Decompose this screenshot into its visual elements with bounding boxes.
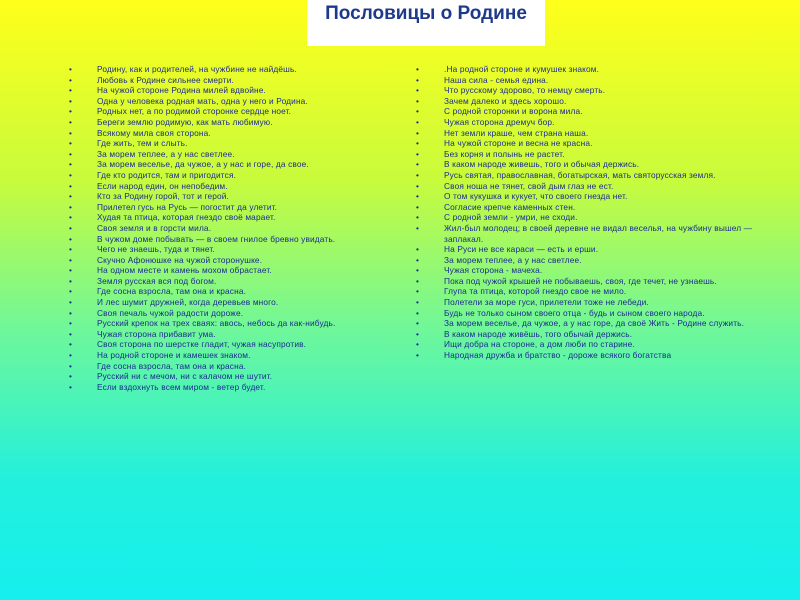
proverb-item: • Любовь к Родине сильнее смерти.	[97, 75, 415, 86]
proverb-item: • Где кто родится, там и пригодится.	[97, 170, 415, 181]
title-box	[307, 0, 545, 46]
proverb-item: • Без корня и полынь не растет.	[444, 149, 756, 160]
proverb-item: • Жил-был молодец; в своей деревне не видал веселья, на чужбину вышел — заплакал.	[444, 223, 756, 244]
proverb-item: • На чужой стороне Родина милей вдвойне.	[97, 85, 415, 96]
proverb-item: • В каком народе живешь, того и обычая держись.	[444, 159, 756, 170]
proverb-item: • Чужая сторона - мачеха.	[444, 265, 756, 276]
proverb-item: • Чужая сторона прибавит ума.	[97, 329, 415, 340]
proverb-item: • Где сосна взросла, там она и красна.	[97, 361, 415, 372]
proverb-item: • Своя земля и в горсти мила.	[97, 223, 415, 234]
proverb-item: • Худая та птица, которая гнездо своё марает.	[97, 212, 415, 223]
proverb-item: • Береги землю родимую, как мать любимую.	[97, 117, 415, 128]
proverb-item: • Если народ един, он непобедим.	[97, 181, 415, 192]
proverb-item: • Одна у человека родная мать, одна у него и Родина.	[97, 96, 415, 107]
proverb-item: • Полетели за море гуси, прилетели тоже не лебеди.	[444, 297, 756, 308]
proverbs-left-column	[97, 64, 415, 392]
proverb-item: • Зачем далеко и здесь хорошо.	[444, 96, 756, 107]
proverb-item: • Своя печаль чужой радости дороже.	[97, 308, 415, 319]
proverb-item: • Народная дружба и братство - дороже всякого богатства	[444, 350, 756, 361]
proverb-item: • В чужом доме побывать — в своем гнилое бревно увидать.	[97, 234, 415, 245]
proverb-item: • Русский крепок на трех сваях: авось, небось да как-нибудь.	[97, 318, 415, 329]
proverb-item: • Всякому мила своя сторона.	[97, 128, 415, 139]
proverb-item: • Земля русская вся под богом.	[97, 276, 415, 287]
proverb-item: • Своя ноша не тянет, свой дым глаз не ест.	[444, 181, 756, 192]
proverb-item: • Русский ни с мечом, ни с калачом не шутит.	[97, 371, 415, 382]
proverb-item: • Прилетел гусь на Русь — погостит да улетит.	[97, 202, 415, 213]
proverb-item: • На одном месте и камень мохом обрастает.	[97, 265, 415, 276]
proverb-item: • На Руси не все караси — есть и ерши.	[444, 244, 756, 255]
proverb-item: • Что русскому здорово, то немцу смерть.	[444, 85, 756, 96]
proverb-item: • Глупа та птица, которой гнездо свое не мило.	[444, 286, 756, 297]
page-title: Пословицы о Родине	[325, 3, 527, 24]
proverb-item: • Будь не только сыном своего отца - будь и сыном своего народа.	[444, 308, 756, 319]
proverb-item: • Родных нет, а по родимой сторонке сердце ноет.	[97, 106, 415, 117]
proverb-item: • За морем веселье, да чужое, а у нас горе, да своё Жить - Родине служить.	[444, 318, 756, 329]
proverbs-right-column	[444, 64, 756, 361]
proverb-item: • С родной земли - умри, не сходи.	[444, 212, 756, 223]
proverb-item: • Ищи добра на стороне, а дом люби по старине.	[444, 339, 756, 350]
proverb-item: • Кто за Родину горой, тот и герой.	[97, 191, 415, 202]
proverb-item: • О том кукушка и кукует, что своего гнезда нет.	[444, 191, 756, 202]
proverb-item: • И лес шумит дружней, когда деревьев много.	[97, 297, 415, 308]
proverb-item: • Где сосна взросла, там она и красна.	[97, 286, 415, 297]
proverb-item: • Русь святая, православная, богатырская, мать святорусская земля.	[444, 170, 756, 181]
proverb-item: • В каком народе живёшь, того обычай держись.	[444, 329, 756, 340]
proverb-item: • Нет земли краше, чем страна наша.	[444, 128, 756, 139]
proverb-item: • За морем теплее, а у нас светлее.	[97, 149, 415, 160]
proverb-item: • За морем теплее, а у нас светлее.	[444, 255, 756, 266]
proverb-item: • .На родной стороне и кумушек знаком.	[444, 64, 756, 75]
proverb-item: • Согласие крепче каменных стен.	[444, 202, 756, 213]
proverb-item: • За морем веселье, да чужое, а у нас и горе, да свое.	[97, 159, 415, 170]
proverb-item: • Чужая сторона дремуч бор.	[444, 117, 756, 128]
proverb-item: • Пока под чужой крышей не побываешь, своя, где течет, не узнаешь.	[444, 276, 756, 287]
proverb-item: • На родной стороне и камешек знаком.	[97, 350, 415, 361]
proverb-item: • Где жить, тем и слыть.	[97, 138, 415, 149]
proverb-item: • Своя сторона по шерстке гладит, чужая насупротив.	[97, 339, 415, 350]
proverb-item: • Родину, как и родителей, на чужбине не найдёшь.	[97, 64, 415, 75]
proverb-item: • Скучно Афонюшке на чужой сторонушке.	[97, 255, 415, 266]
proverb-item: • Если вздохнуть всем миром - ветер будет.	[97, 382, 415, 393]
proverb-item: • На чужой стороне и весна не красна.	[444, 138, 756, 149]
proverb-item: • Наша сила - семья едина.	[444, 75, 756, 86]
proverb-item: • С родной сторонки и ворона мила.	[444, 106, 756, 117]
proverb-item: • Чего не знаешь, туда и тянет.	[97, 244, 415, 255]
